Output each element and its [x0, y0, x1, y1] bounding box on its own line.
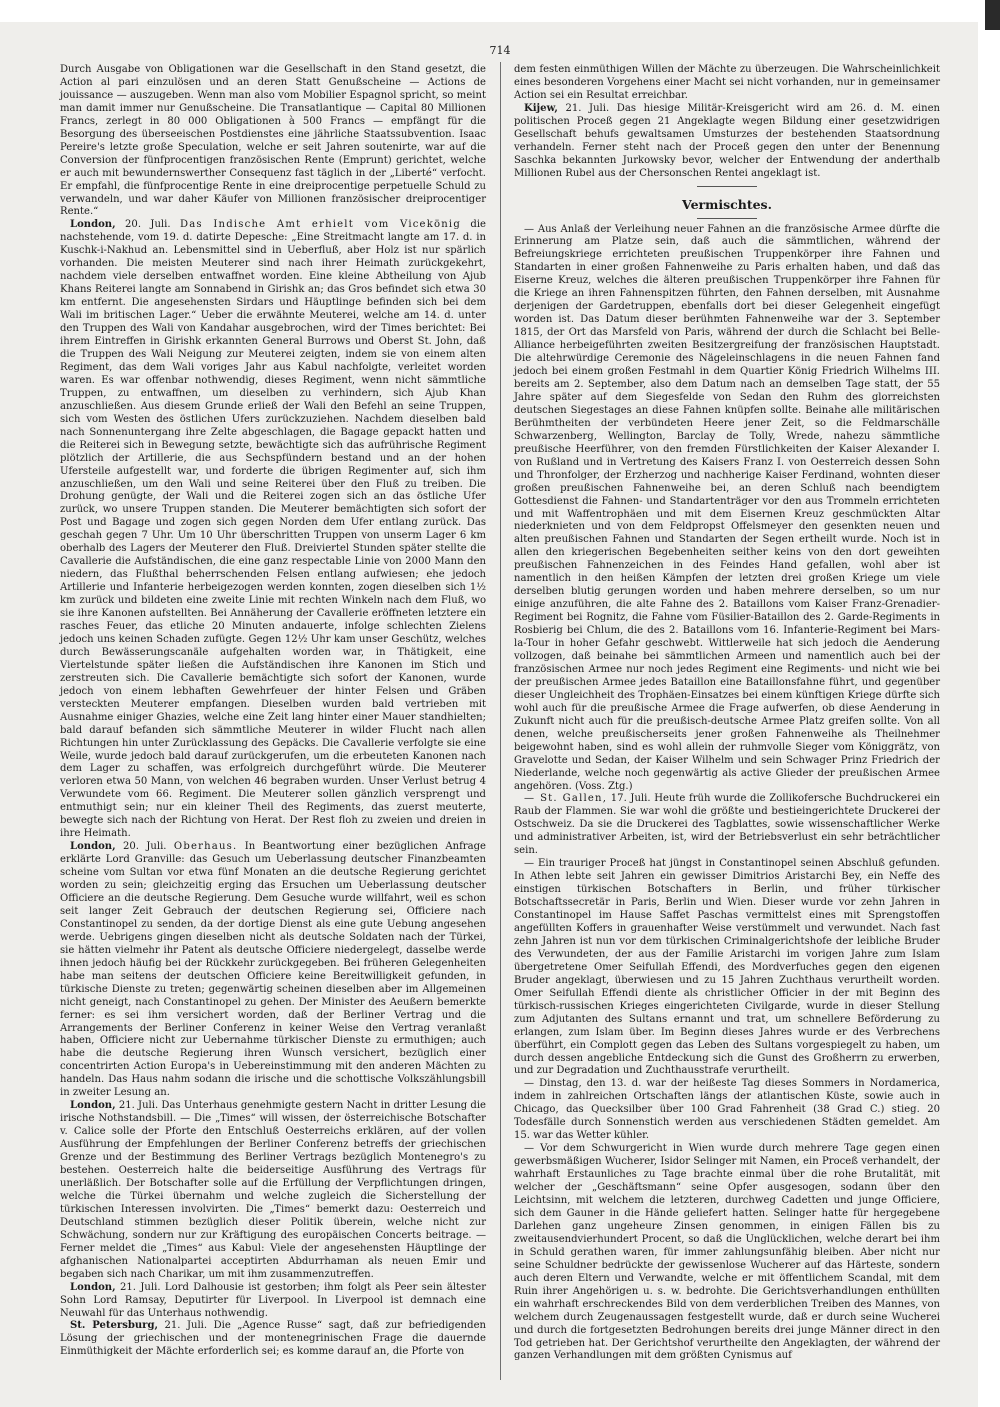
dateline: London,: [70, 219, 116, 231]
article-kijew: [514, 103, 940, 181]
lead-phrase: Oberhaus.: [173, 841, 238, 853]
right-column: [514, 64, 940, 1363]
dateline-date: 21. Juli.: [164, 1320, 208, 1332]
dateline-date: 17. Juli.: [610, 793, 651, 805]
article-flags: — Aus Anlaß der Verleihung neuer Fahnen an die französische Armee dürfte die Erinnerung am Platze sein, daß auch die sämmtlichen, während der Befreiungskriege errichteten preußischen Truppenkörper ihre Fahnen und Standarten in einer großen Fahnenweihe zu Paris erhalten haben, und daß das Eiserne Kreuz, welches die älteren preußischen Truppenkörper ihre Fahnen für die Kriege an ihren Fahnenspitzen führten, den Fahnen derselben, mit Ausnahme derjenigen der Gardetruppen, ebenfalls dort bei dieser Gelegenheit eingefügt worden ist. Das Datum dieser berühmten Fahnenweihe war der 3. September 1815, der Ort das Marsfeld von Paris, während der durch die Schlacht bei Belle-Alliance herbeigeführten zweiten Besitzergreifung der französischen Hauptstadt. Die altehrwürdige Ceremonie des Nägeleinschlagens in die neuen Fahnen fand jedoch bei einem großen Festmahl in dem Quartier König Friedrich Wilhelms III. bereits am 2. September, also dem Datum nach an demselben Tage statt, der 55 Jahre später auf dem Siegesfelde von Sedan den Ruhm des glorreichsten deutschen Siegestages an diese Fahnen knüpfen sollte. Beinahe alle militärischen Berühmtheiten der verbündeten Heere jener Zeit, so die Feldmarschälle Schwarzenberg, Wellington, Barclay de Tolly, Wrede, nahezu sämmtliche preußische Heerführer, von den fremden Fürstlichkeiten der Kaiser Alexander I. von Rußland und in Vertretung des Kaisers Franz I. von Oesterreich dessen Sohn und Thronfolger, der Erzherzog und nachherige Kaiser Ferdinand, wohnten dieser großen preußischen Fahnenweihe bei, an deren Schluß nach beendigtem Gottesdienst die Fahnen- und Standartenträger vor den aus Trommeln errichteten und mit Waffentrophäen und mit dem Eisernen Kreuz geschmückten Altar niederknieten und von dem Feldpropst Offelsmeyer den gesenkten neuen und alten preußischen Fahnen und Standarten der Segen ertheilt wurde. Noch ist in allen den kriegerischen Begebenheiten seither keins von den dort geweihten preußischen Fahnenzeichen in des Feindes Hand gefallen, wohl aber ist namentlich in den heißen Kämpfen der letzten drei großen Kriege um viele derselben blutig gerungen worden und haben mehrere derselben, so um nur einige anzuführen, die alte Fahne des 2. Bataillons vom Kaiser Franz-Grenadier-Regiment bei Rognitz, die Fahne vom Füsilier-Bataillon des 2. Garde-Regiments in Rosbierig bei Chlum, die des 2. Bataillons vom 16. Infanterie-Regiment bei Mars-la-Tour in hoher Gefahr geschwebt. Wittlerweile hat sich jedoch die Aenderung vollzogen, daß beinahe bei sämmtlichen Armeen und namentlich auch bei der französischen Armee nur noch jedes Regiment eine Regiments- und nicht wie bei der preußischen Armee jedes Bataillon eine Bataillonsfahne führt, und gegenüber dieser Ungleichheit des Trophäen-Einsatzes bei einem künftigen Kriege dürfte sich wohl auch für die preußische Armee die Frage aufwerfen, ob diese Aenderung in Zukunft nicht auch für die preußisch-deutsche Armee Platz greifen sollte. Von all denen, welche preußischerseits jener großen Fahnenweihe als Theilnehmer beigewohnt haben, sind es wohl allein der ruhmvolle Sieger vom Königgrätz, von Gravelotte und Sedan, der Kaiser Wilhelm und sein Schwager Prinz Friedrich der Niederlande, welche noch gegenwärtig als active Glieder der preußischen Armee angehören. (Voss. Ztg.): [514, 223, 940, 792]
article-paragraph: Durch Ausgabe von Obligationen war die Gesellschaft in den Stand gesetzt, die Action al pari einzulösen und an deren Statt Genußscheine — Actions de jouissance — auszugeben. Wenn man also vom Mobilier Espagnol spricht, so meint man damit immer nur Genußscheine. Die Transatlantique — Capital 80 Millionen Francs, zerlegt in 80 000 Obligationen à 500 Francs — empfängt für die Besorgung des überseeischen Postdienstes eine jährliche Staatssubvention. Isaac Pereire's letzte große Speculation, welche er seit Jahren soutenirte, war auf die Conversion der fünfprocentigen französischen Rente (Emprunt) gerichtet, welche er auch mit bewundernswerther Consequenz fast täglich in der „Liberté“ verfocht. Er empfahl, die fünfprocentige Rente in eine dreiprocentige perpetuelle Schuld zu verwandeln, und war daher Käufer von Millionen französischer dreiprocentiger Rente.“: [60, 64, 486, 218]
article-paragraph: dem festen einmüthigen Willen der Mächte zu überzeugen. Die Wahrscheinlichkeit eines besonderen Vorgehens einer Macht sei nicht vorhanden, nur in gemeinsamer Action sei ein Resultat erreichbar.: [514, 64, 940, 101]
dateline-date: 21. Juli.: [120, 1281, 161, 1293]
article-vienna-usurer: — Vor dem Schwurgericht in Wien wurde durch mehrere Tage gegen einen gewerbsmäßigen Wucherer, Isidor Selinger mit Namen, ein Proceß verhandelt, der wahrhaft Erstaunliches zu Tage brachte einmal über die rohe Brutalität, mit welcher der „Geschäftsmann“ seine Opfer ausgesogen, sodann über den Leichtsinn, mit welchem die letzteren, durchweg Cadetten und junge Officiere, sich dem Gauner in die Hände geliefert hatten. Selinger hatte für hergegebene Darlehen ganz ungeheure Zinsen genommen, in einigen Fällen bis zu zweitausendvierhundert Procent, so daß die Unglücklichen, welche derart bei ihm in Schuld gerathen waren, für immer zahlungsunfähig bleiben. Aber nicht nur seine Schuldner bedrückte der gewissenlose Wucherer auf das Härteste, sondern auch deren Eltern und Verwandte, welche er mit öffentlichem Scandal, mit dem Ruin ihrer Angehörigen u. s. w. bedrohte. Die Gerichtsverhandlungen enthüllten ein wahrhaft erschreckendes Bild von dem verderblichen Treiben des Mannes, von welchem durch Zeugenaussagen festgestellt wurde, daß er durch seine Wucherei und durch die fortgesetzten Bedrohungen bereits drei junge Männer direct in den Tod getrieben hat. Der Gerichtshof verurtheilte den Angeklagten, der während der ganzen Verhandlungen mit dem größten Cynismus auf: [514, 1143, 940, 1362]
dateline: London,: [70, 1281, 116, 1293]
lead-phrase: Das Indische Amt erhielt vom Vicekönig: [179, 219, 461, 231]
section-divider: [697, 218, 757, 219]
article-london-dalhousie: [60, 1282, 486, 1321]
article-text: die nachstehende, vom 19. d. datirte Depesche: „Eine Streitmacht langte am 17. d. in Kuschk-i-Nakhud an. Lebensmittel sind in Ueberfluß, aber Holz ist nur spärlich vorhanden. Die meisten Meuterer sind nach ihrer Heimath zurückgekehrt, nachdem viele derselben entwaffnet worden. Eine kleine Abtheilung von Ajub Khans Reiterei langte am Sonnabend in Girishk an; das Gros befindet sich etwa 30 km entfernt. Die angesehensten Sirdars und Häuptlinge befinden sich bei dem Wali im britischen Lager.“ Ueber die erwähnte Meuterei, welche am 14. d. unter den Truppen des Wali von Kandahar ausgebrochen, wird der Times berichtet: Bei ihrem Eintreffen in Girishk erkannten General Burrows und Oberst St. John, daß die Truppen des Wali Neigung zur Meuterei zeigten, indem sie von einem alten Regiment, das dem Wali voriges Jahr aus Kabul nachfolgte, verleitet worden waren. Es war offenbar nothwendig, dieses Regiment, wenn nicht sämmtliche Truppen, zu entwaffnen, um dieselben zu verhindern, sich Ajub Khan anzuschließen. Aus diesem Grunde erließ der Wali den Befehl an seine Truppen, sich vom Westen des östlichen Ufers zurückzuziehen. Nachdem dieselben bald nach Sonnenuntergang ihre Zelte abgeschlagen, die Bagage gepackt hatten und die Reiterei sich in Bewegung setzte, bewächtigte sich das aufrührische Regiment plötzlich der Artillerie, die aus Sechspfündern bestand und an der hohen Ufersteile aufgestellt war, und forderte die übrigen Regimenter auf, sich ihm anzuschließen, um den Wali und seine Reiterei über den Fluß zu treiben. Die Drohung genügte, der Wali und die Reiterei zogen sich an das östliche Ufer zurück, wo unsere Truppen standen. Die Meuterer bemächtigten sich sofort der Post und Bagage und zogen sich gegen Norden dem Ufer entlang zurück. Das geschah gegen 7 Uhr. Um 10 Uhr überschritten Truppen von unserm Lager 6 km oberhalb des Lagers der Meuterer den Fluß. Dreiviertel Stunden später stellte die Cavallerie die Aufständischen, die eine ganz respectable Linie von 2000 Mann den niedern, das Flußthal beherrschenden Felsen entlang aufwiesen; ehe jedoch Artillerie und Infanterie herbeigezogen werden konnten, zogen dieselben sich 1½ km zurück und bildeten eine zweite Linie mit rechten Winkeln nach dem Fluß, wo sie ihre Kanonen aufstellten. Bei Annäherung der Cavallerie eröffneten letztere ein rasches Feuer, das etliche 20 Minuten andauerte, infolge schlechten Zielens jedoch uns keinen Schaden zufügte. Gegen 12½ Uhr kam unser Geschütz, welches durch Bewässerungscanäle aufgehalten worden war, in Thätigkeit, eine Viertelstunde später ließen die Aufständischen ihre Kanonen im Stich und zerstreuten sich. Die Cavallerie bemächtigte sich sofort der Kanonen, wurde jedoch von einem lebhaften Gewehrfeuer der hinter Felsen und Gräben versteckten Meuterer empfangen. Dieselben wurden bald vertrieben mit Ausnahme einiger Ghazies, welche eine Zeit lang hinter einer Mauer standhielten; bald darauf befanden sich sämmtliche Meuterer in wilder Flucht nach allen Richtungen hin unter Zurücklassung des Gepäcks. Die Cavallerie verfolgte sie eine Weile, wurde jedoch bald darauf zurückgerufen, um die erbeuteten Kanonen nach dem Lager zu schaffen, was erfolgreich durchgeführt würde. Die Meuterer verloren etwa 50 Mann, von welchen 46 begraben wurden. Unser Verlust betrug 4 Verwundete vom 66. Regiment. Die Meuterer sollen gänzlich versprengt und entmuthigt sein; nur ein kleiner Theil des Regiments, das zuerst meuterte, bewegte sich nach der Richtung von Herat. Der Rest floh zu zweien und dreien in ihre Heimath.: [60, 219, 486, 840]
scan-marker: [985, 0, 1000, 30]
article-london-lower-house: [60, 1100, 486, 1281]
dateline-date: 21. Juli.: [118, 1100, 159, 1112]
article-london-upper-house: [60, 841, 486, 1100]
article-text: Heute früh wurde die Zollikofersche Buchdruckerei ein Raub der Flammen. Sie war wohl die größte und bestieingerichtete Druckerei der Ostschweiz. Da sie die Druckerei des Tagblattes, sowie wissenschaftlicher Werke und administrativer Arbeiten, ist, wird der Betriebsverlust ein sehr beträchtlicher sein.: [514, 793, 940, 857]
dateline-date: 20. Juli.: [123, 841, 167, 853]
article-constantinople-trial: — Ein trauriger Proceß hat jüngst in Constantinopel seinen Abschluß gefunden. In Athen lebte seit Jahren ein gewisser Dimitrios Aristarchi Bey, ein Neffe des einstigen türkischen Botschafters in Berlin, und früher türkischer Botschaftssecretär in Paris, Berlin und Wien. Dieser wurde vor zehn Jahren in Constantinopel im Hause Saffet Paschas vermittelst eines mit Sprengstoffen angefüllten Koffers in grauenhafter Weise verstümmelt und verwundet. Nach fast zehn Jahren ist nun vor dem türkischen Criminalgerichtshofe der leibliche Bruder des Verwundeten, der aus der Familie Aristarchi im vorigen Jahre zum Islam übergetretene Omer Seifullah Effendi, des Mordverfuches gegen den eigenen Bruder angeklagt, überwiesen und zu 15 Jahren Zuchthaus verurtheilt worden. Omer Seifullah Effendi diente als christlicher Officier in der mit Beginn des türkisch-russischen Krieges eingerichteten Civilgarde, wurde in dieser Stellung zum Adjutanten des Sultans ernannt und trat, um schnellere Beförderung zu erlangen, zum Islam über. Im Beginn dieses Jahres wurde er des Verbrechens überführt, ein Complott gegen das Leben des Sultans vorgespiegelt zu haben, um durch dessen angebliche Entdeckung sich die Gunst des Großherrn zu erwerben, und zur Degradation und Zuchthausstrafe verurtheilt.: [514, 858, 940, 1077]
article-st-gallen: [514, 793, 940, 858]
article-text: Das Unterhaus genehmigte gestern Nacht in dritter Lesung die irische Nothstandsbill. — Die „Times“ will wissen, der österreichische Botschafter v. Calice solle der Pforte den Entschluß Oesterreichs erklären, auf der vollen Ausführung der Empfehlungen der Berliner Conferenz betreffs der griechischen Grenze und der Bestimmung des Berliner Vertrags bezüglich Montenegro's zu bestehen. Oesterreich halte die beiderseitige Ausführung des Vertrags für unerläßlich. Der Botschafter solle auf die Erfüllung der Verpflichtungen dringen, welche die Türkei übernahm und welche zugleich die Sicherstellung der türkischen Interessen involvirten. Die „Times“ bemerkt dazu: Oesterreich und Deutschland stimmen bezüglich dieser Politik überein, welche nicht zur Schwächung, sondern nur zur Kräftigung des europäischen Concerts beitrage. — Ferner meldet die „Times“ aus Kabul: Viele der angesehensten Häuptlinge der afghanischen Nationalpartei acceptirten Abdurrhaman als neuen Emir und begaben sich nach Charikar, um mit ihm zusammenzutreffen.: [60, 1100, 486, 1280]
left-column: [60, 64, 486, 1359]
column-divider: [500, 62, 501, 1380]
dateline-date: 21. Juli.: [565, 102, 610, 114]
dateline-date: 20. Juli.: [125, 219, 171, 231]
dateline: St. Petersburg,: [70, 1320, 158, 1332]
scan-margin-right: [978, 0, 1000, 1407]
article-london-indian-office: [60, 219, 486, 841]
article-text: Die „Agence Russe“ sagt, daß zur befriedigenden Lösung der griechischen und der montenegrinischen Frage die dauernde Einmüthigkeit der Mächte erforderlich sei; es komme darauf an, die Pforte von: [60, 1320, 486, 1358]
dateline: London,: [70, 841, 116, 853]
newspaper-page: [60, 44, 940, 1384]
section-divider: [697, 186, 757, 187]
article-text: Lord Dalhousie ist gestorben; ihm folgt als Peer sein ältester Sohn Lord Ramsay, Deputirter für Liverpool. In Liverpool ist demnach eine Neuwahl für das Unterhaus nothwendig.: [60, 1281, 486, 1319]
page-number: 714: [489, 44, 511, 57]
section-title: Vermischtes.: [682, 196, 772, 212]
article-heat-america: — Dinstag, den 13. d. war der heißeste Tag dieses Sommers in Nordamerica, indem in zahlreichen Ortschaften längs der atlantischen Küste, sowie auch in Chicago, das Quecksilber über 100 Grad Fahrenheit (38 Grad C.) stieg. 20 Todesfälle durch Sonnenstich werden aus verschiedenen Städten gemeldet. Am 15. war das Wetter kühler.: [514, 1078, 940, 1142]
article-text: In Beantwortung einer bezüglichen Anfrage erklärte Lord Granville: das Gesuch um Ueberlassung deutscher Finanzbeamten scheine vom Sultan vor etwa fünf Monaten an die deutsche Regierung gerichtet worden zu sein; gleichzeitig erging das Ersuchen um Ueberlassung deutscher Officiere an die deutsche Regierung. Dem Gesuche wurde willfahrt, weil es schon seit langer Zeit Gebrauch der deutschen Regierung sei, Officiere nach Constantinopel zu senden, da der dortige Dienst als eine gute Uebung angesehen werde. Uebrigens gingen dieselben nicht als deutsche Soldaten nach der Türkei, sie hätten vielmehr ihr Patent als deutsche Officiere niedergelegt, dasselbe werde ihnen jedoch häufig bei der Rückkehr zurückgegeben. Bei früheren Gelegenheiten habe man seitens der deutschen Officiere keine Bereitwilligkeit gefunden, in türkische Dienste zu treten; gegenwärtig scheinen dieselben aber im Allgemeinen nicht geneigt, nach Constantinopel zu gehen. Der Minister des Aeußern bemerkte ferner: es sei ihm versichert worden, daß der Berliner Vertrag und die Arrangements der Berliner Conferenz in keiner Weise den Vertrag veranlaßt haben, Officiere nicht zur Uebernahme türkischer Dienste zu ermuthigen; auch habe die deutsche Regierung ihren Wunsch versichert, bezüglich einer concentrirten Action Europa's in Uebereinstimmung mit den anderen Mächten zu handeln. Das Haus nahm sodann die irische und die schottische Volkszählungsbill in zweiter Lesung an.: [60, 841, 486, 1099]
dateline: Kijew,: [524, 102, 558, 114]
article-text: Das hiesige Militär-Kreisgericht wird am 26. d. M. einen politischen Proceß gegen 21 Angeklagte wegen Bildung einer gesetzwidrigen Gesellschaft behufs gewaltsamen Umsturzes der bestehenden Staatsordnung verhandeln. Ferner steht nach der Proceß gegen den unter der Benennung Saschka bekannten Jurkowsky bevor, welcher der Entwendung der anderthalb Millionen Rubel aus der Chersonschen Rentei angeklagt ist.: [514, 102, 941, 179]
dateline: London,: [70, 1100, 116, 1112]
lead-phrase: — St. Gallen,: [524, 793, 608, 805]
article-st-petersburg: [60, 1320, 486, 1359]
scan-margin-top: [0, 0, 1000, 22]
